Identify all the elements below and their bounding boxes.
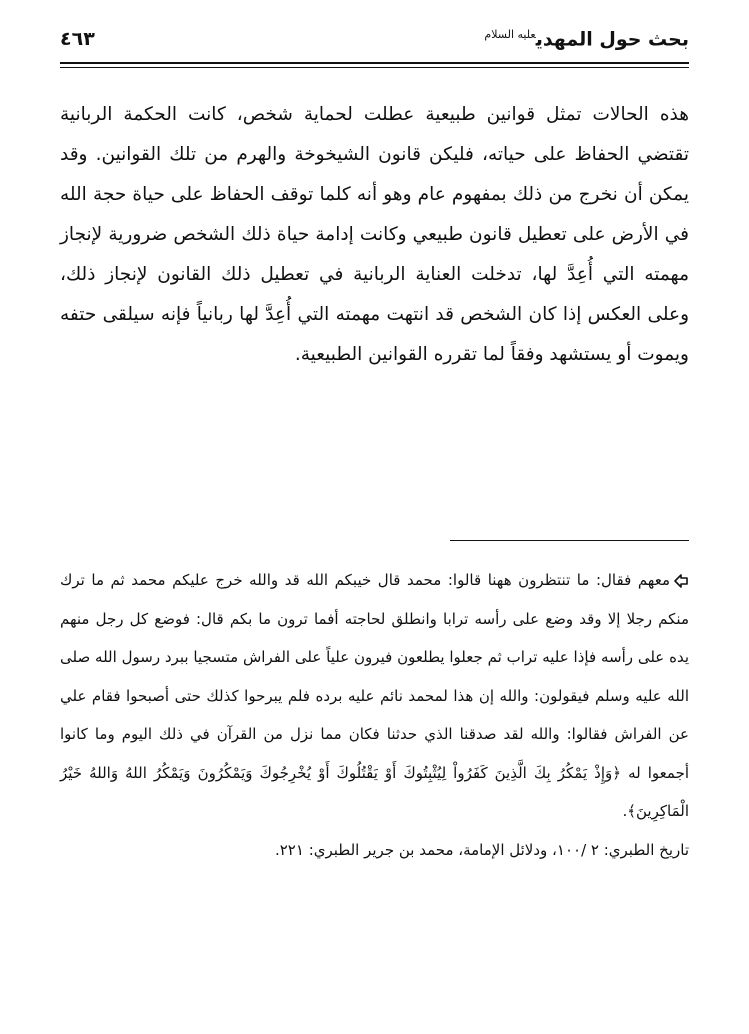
main-text: هذه الحالات تمثل قوانين طبيعية عطلت لحماية شخص، كانت الحكمة الربانية تقتضي الحفاظ على حياته، فليكن قانون الشيخوخة والهرم من تلك القوانين. وقد يمكن أن نخرج من ذلك بمفهوم عام وهو أنه كلما توقف الحفاظ على حياة حجة الله في الأرض على تعطيل قانون طبيعي وكانت إدامة حياة ذلك الشخص ضرورية لإنجاز مهمته التي أُعِدَّ لها، تدخلت العناية الربانية في تعطيل ذلك القانون لإنجاز ذلك، وعلى العكس إذا كان الشخص قد انتهت مهمته التي أُعِدَّ لها ربانياً فإنه سيلقى حتفه ويموت أو يستشهد وفقاً لما تقرره القوانين الطبيعية. bbox=[60, 104, 689, 365]
footnote-body bbox=[60, 561, 689, 831]
footnote-reference: تاريخ الطبري: ٢ /١٠٠، ودلائل الإمامة، محمد بن جرير الطبري: ٢٢١. bbox=[274, 840, 689, 859]
header-rule-thick bbox=[60, 62, 689, 64]
quran-verse: ﴿وَإِذْ يَمْكُرُ بِكَ الَّذِينَ كَفَرُواْ لِيُثْبِتُوكَ أَوْ يَقْتُلُوكَ أَوْ يُخْرِجُوكَ وَيَمْكُرُونَ وَيَمْكُرُ اللهُ وَاللهُ خَيْرُ الْمَاكِرِينَ﴾ bbox=[60, 763, 689, 820]
honorific-text: عليه السلام bbox=[484, 28, 536, 41]
footnote-end-punct: . bbox=[622, 802, 628, 820]
page-header bbox=[60, 24, 689, 60]
running-title-text: بحث حول المهدي bbox=[535, 28, 689, 51]
footnotes bbox=[60, 561, 689, 869]
footnote-text: معهم فقال: ما تنتظرون ههنا قالوا: محمد قال خيبكم الله قد والله خرج عليكم محمد ثم ما ترك منكم رجلا إلا وقد وضع على رأسه ترابا وانطلق لحاجته أفما ترون ما بكم قال: فوضع كل رجل منهم يده على رأسه فإذا عليه تراب ثم جعلوا يطلعون فيرون علياً على الفراش متسجيا ببرد رسول الله صلى الله عليه وسلم فيقولون: والله إن هذا لمحمد نائم عليه برده فلم يبرحوا كذلك حتى أصبحوا فقام علي عن الفراش فقالوا: والله لقد صدقنا الذي حدثنا فكان مما نزل من القرآن في ذلك اليوم وما كانوا أجمعوا له bbox=[60, 571, 690, 782]
footnote-separator bbox=[450, 540, 689, 541]
footnote-continuation-icon bbox=[673, 573, 689, 589]
header-rule-thin bbox=[60, 67, 689, 68]
page-number: ٤٦٣ bbox=[60, 28, 95, 50]
running-title bbox=[484, 28, 689, 50]
